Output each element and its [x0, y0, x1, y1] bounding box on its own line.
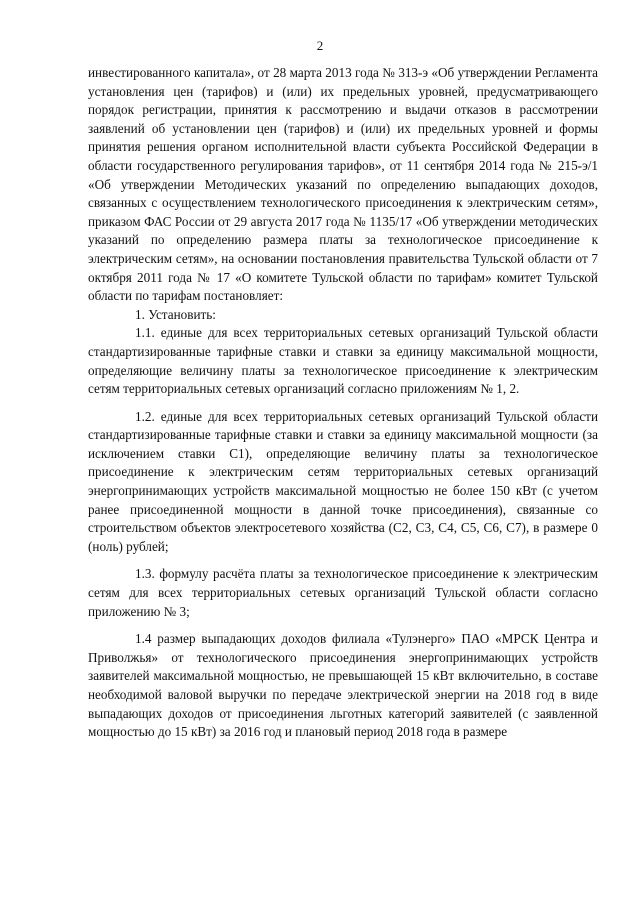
page-number: 2: [316, 38, 324, 53]
paragraph-1-2: 1.2. единые для всех территориальных сетевых организаций Тульской области стандартизированные тарифные ставки и ставки за единицу максимальной мощности (за исключением ставки С1), определяющие величину платы за технологическое присоединение к электрическим сетям территориальных сетевых организаций энергопринимающих устройств максимальной мощностью не более 150 кВт (с учетом ранее присоединенной мощности в данной точке присоединения), связанные со строительством объектов электросетевого хозяйства (С2, С3, С4, С5, С6, С7), в размере 0 (ноль) рублей;: [88, 408, 598, 554]
paragraph-1-3: 1.3. формулу расчёта платы за технологическое присоединение к электрическим сетям для всех территориальных сетевых организаций Тульской области согласно приложению № 3;: [88, 566, 598, 619]
document-body: [88, 64, 598, 742]
paragraph-1-1: 1.1. единые для всех территориальных сетевых организаций Тульской области стандартизированные тарифные ставки и ставки за единицу максимальной мощности, определяющие величину платы за технологическое присоединение к электрическим сетям территориальных сетевых организаций согласно приложениям № 1, 2.: [88, 325, 598, 397]
paragraph-1-establish: 1. Установить:: [135, 306, 216, 322]
paragraph-1-4: 1.4 размер выпадающих доходов филиала «Тулэнерго» ПАО «МРСК Центра и Приволжья» от технологического присоединения энергопринимающих устройств заявителей максимальной мощностью, не превышающей 15 кВт включительно, в составе необходимой валовой выручки по передаче электрической энергии на 2018 год в виде выпадающих доходов от присоединения льготных категорий заявителей (с заявленной мощностью до 15 кВт) за 2016 год и плановый период 2018 года в размере: [88, 631, 598, 740]
preamble-paragraph: инвестированного капитала», от 28 марта 2013 года № 313-э «Об утверждении Регламента установления цен (тарифов) и (или) их предельных уровней, предусматривающего порядок регистрации, принятия к рассмотрению и выдачи отказов в рассмотрении заявлений об установлении цен (тарифов) и (или) их предельных уровней и формы принятия решения органом исполнительной власти субъекта Российской Федерации в области государственного регулирования тарифов», от 11 сентября 2014 года № 215-э/1 «Об утверждении Методических указаний по определению выпадающих доходов, связанных с осуществлением технологического присоединения к электрическим сетям», приказом ФАС России от 29 августа 2017 года № 1135/17 «Об утверждении методических указаний по определению размера платы за технологическое присоединение к электрическим сетям», на основании постановления правительства Тульской области от 7 октября 2011 года № 17 «О комитете Тульской области по тарифам» комитет Тульской области по тарифам постановляет:: [88, 65, 598, 304]
